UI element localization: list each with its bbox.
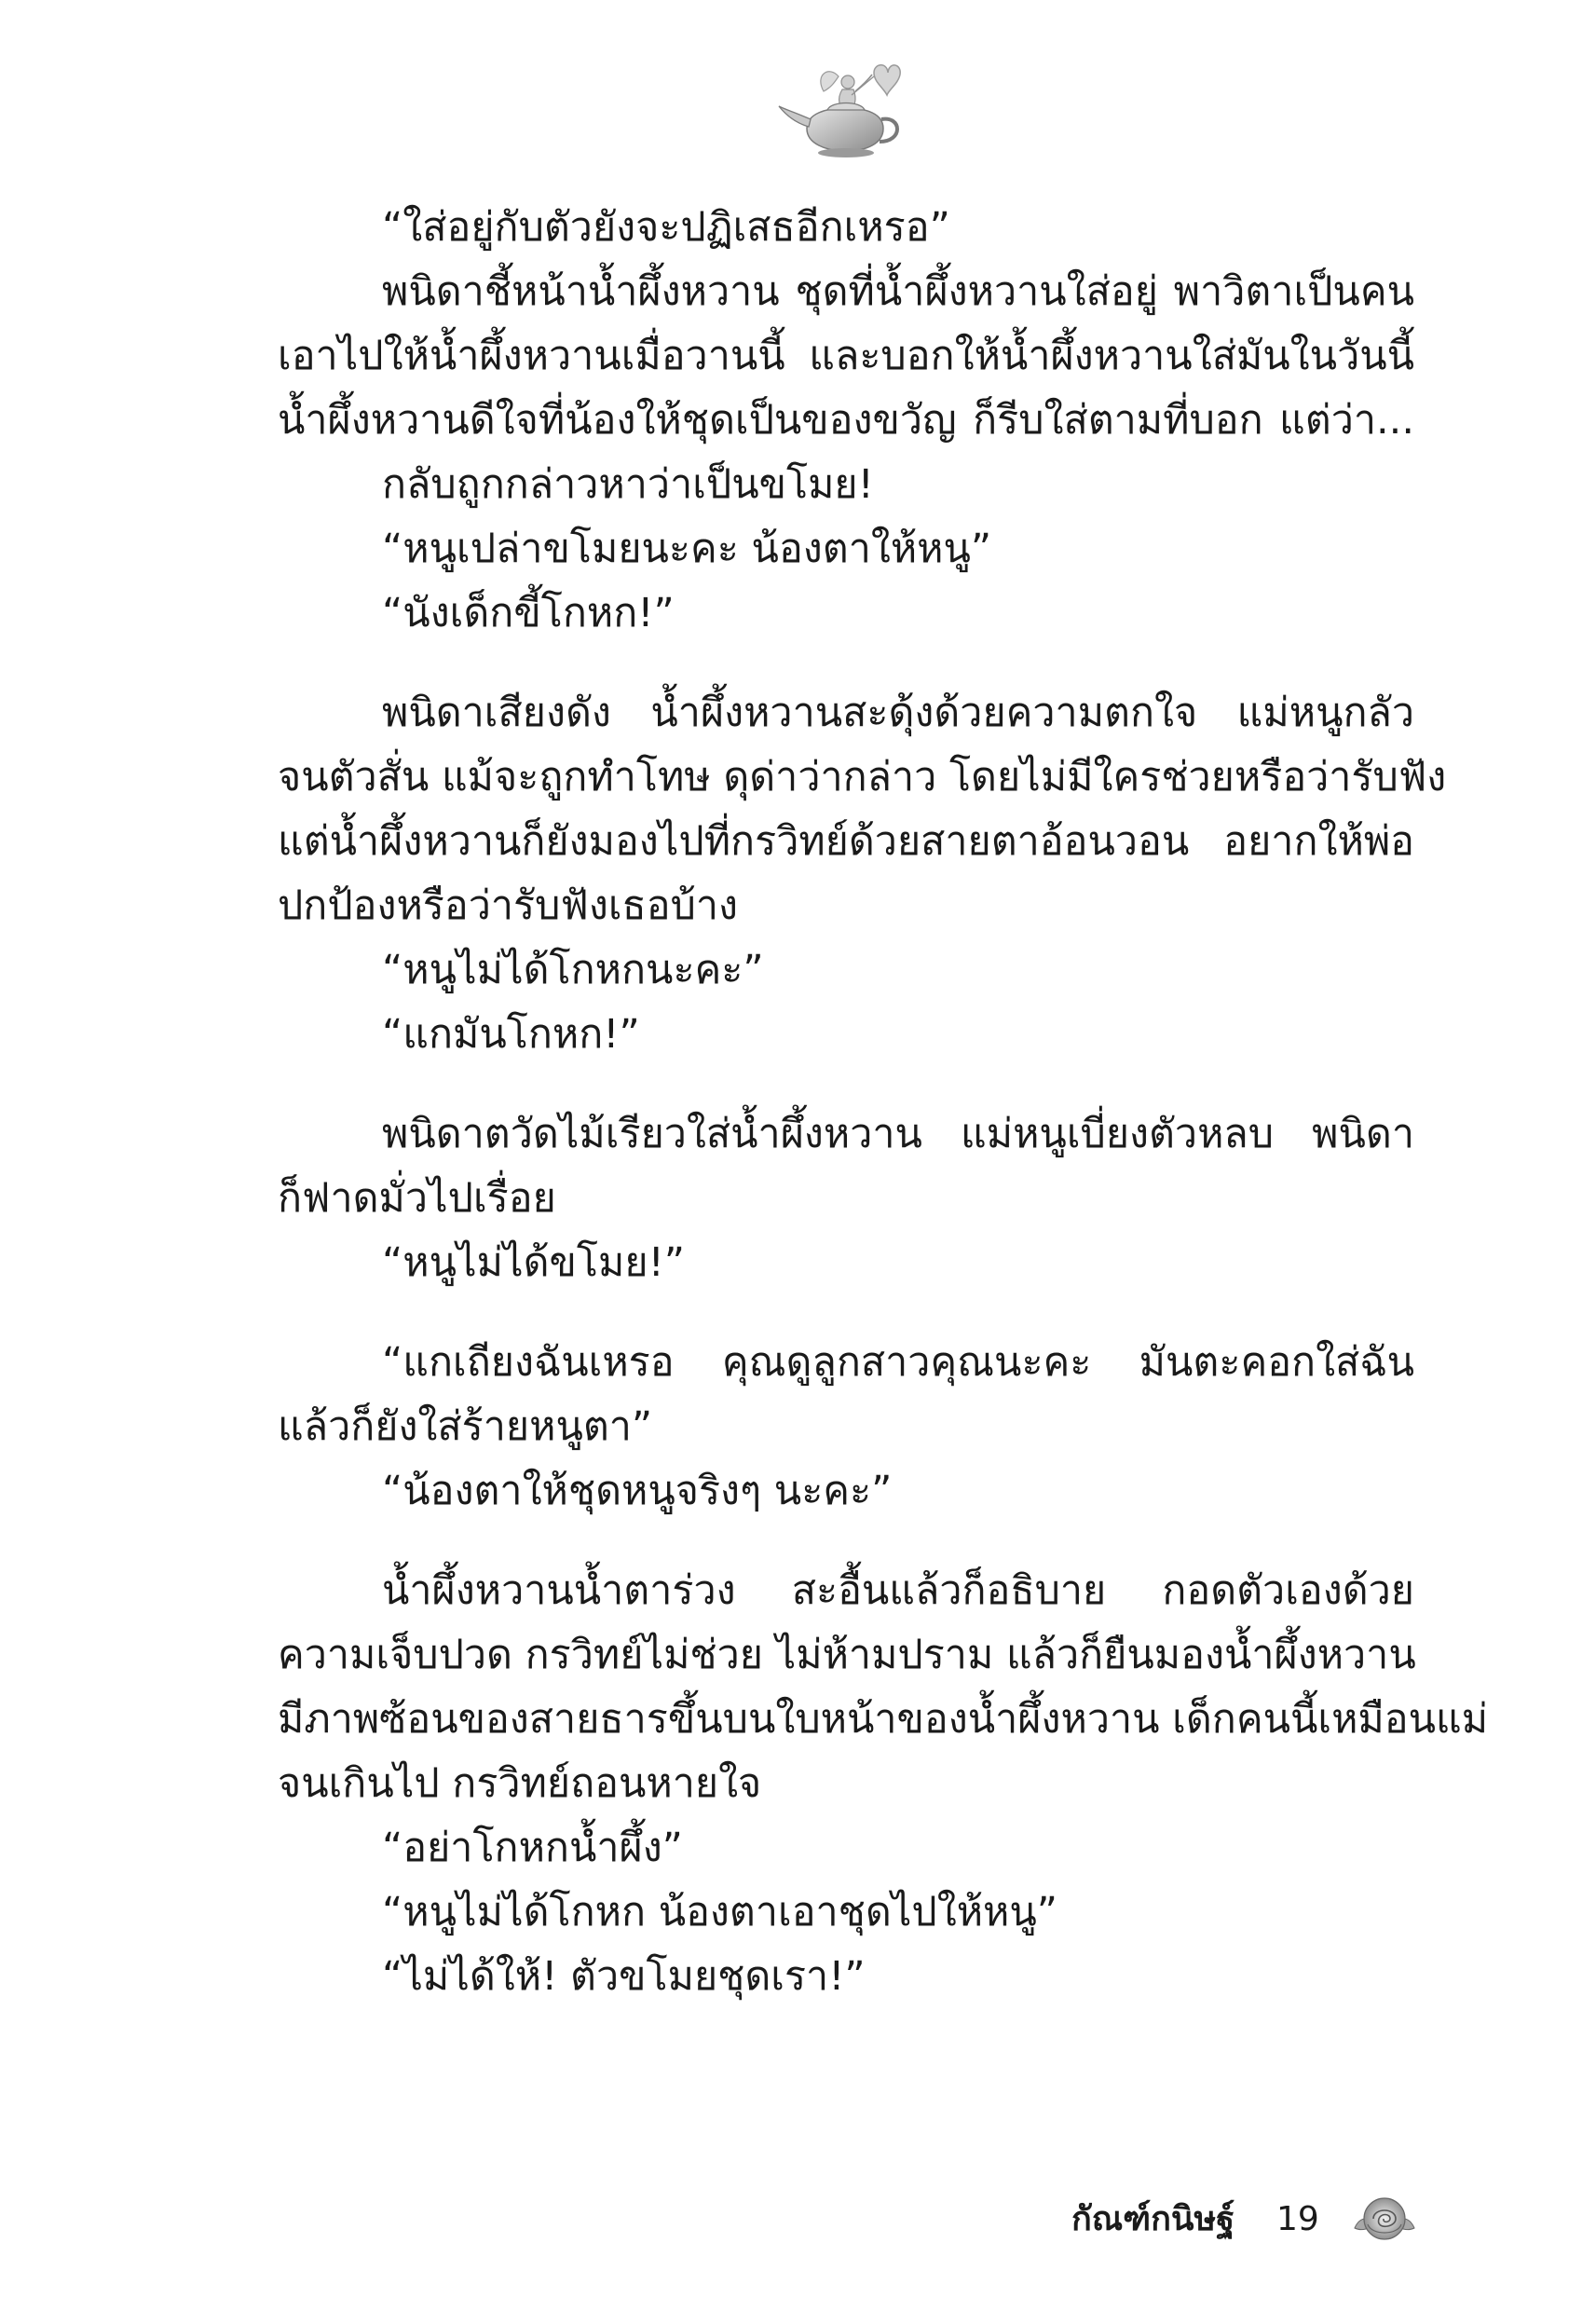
text-line: มีภาพซ้อนของสายธารขึ้นบนใบหน้าของน้ำผึ้งหวาน เด็กคนนี้เหมือนแม่ (278, 1696, 1489, 1743)
text-line: “แกมันโกหก!” (382, 1011, 640, 1058)
text-line: แต่น้ำผึ้งหวานก็ยังมองไปที่กรวิทย์ด้วยสายตาอ้อนวอน อยากให้พ่อ (278, 818, 1414, 865)
text-line: น้ำผึ้งหวานดีใจที่น้องให้ชุดเป็นของขวัญ ก็รีบใส่ตามที่บอก แต่ว่า... (278, 397, 1414, 444)
text-line: พนิดาตวัดไม้เรียวใส่น้ำผึ้งหวาน แม่หนูเบี่ยงตัวหลบ พนิดา (382, 1111, 1414, 1157)
text-line: ก็ฟาดมั่วไปเรื่อย (278, 1175, 556, 1222)
text-line: น้ำผึ้งหวานน้ำตาร่วง สะอื้นแล้วก็อธิบาย กอดตัวเองด้วย (382, 1567, 1414, 1614)
cupid-teapot-ornament-icon (770, 54, 909, 166)
text-line: แล้วก็ยังใส่ร้ายหนูตา” (278, 1403, 653, 1450)
text-line: “อย่าโกหกน้ำผึ้ง” (382, 1825, 683, 1871)
text-line: ความเจ็บปวด กรวิทย์ไม่ช่วย ไม่ห้ามปราม แล้วก็ยืนมองน้ำผึ้งหวาน (278, 1632, 1416, 1678)
page-number: 19 (1276, 2200, 1319, 2238)
rose-icon (1351, 2191, 1418, 2249)
text-line: ปกป้องหรือว่ารับฟังเธอบ้าง (278, 882, 739, 929)
text-line: “น้องตาให้ชุดหนูจริงๆ นะคะ” (382, 1468, 893, 1514)
text-line: พนิดาชี้หน้าน้ำผึ้งหวาน ชุดที่น้ำผึ้งหวานใส่อยู่ พาวิตาเป็นคน (382, 268, 1414, 315)
text-line: “แกเถียงฉันเหรอ คุณดูลูกสาวคุณนะคะ มันตะคอกใส่ฉัน (382, 1339, 1414, 1386)
text-line: “ไม่ได้ให้! ตัวขโมยชุดเรา!” (382, 1953, 866, 2000)
body-text (278, 199, 1489, 2035)
page-footer (1071, 2185, 1425, 2260)
text-line: “หนูไม่ได้โกหก น้องตาเอาชุดไปให้หนู” (382, 1889, 1058, 1935)
text-line: “หนูเปล่าขโมยนะคะ น้องตาให้หนู” (382, 526, 992, 572)
text-line: จนตัวสั่น แม้จะถูกทำโทษ ดุด่าว่ากล่าว โดยไม่มีใครช่วยหรือว่ารับฟัง (278, 754, 1447, 800)
text-line: “หนูไม่ได้โกหกนะคะ” (382, 947, 764, 993)
book-title: กัณฑ์กนิษฐ์ (1071, 2200, 1235, 2238)
text-line: เอาไปให้น้ำผึ้งหวานเมื่อวานนี้ และบอกให้น้ำผึ้งหวานใส่มันในวันนี้ (278, 333, 1414, 379)
text-line: “นังเด็กขี้โกหก!” (382, 590, 675, 636)
text-line: “ใส่อยู่กับตัวยังจะปฏิเสธอีกเหรอ” (382, 204, 950, 251)
text-line: พนิดาเสียงดัง น้ำผึ้งหวานสะดุ้งด้วยความตกใจ แม่หนูกลัว (382, 690, 1414, 736)
text-line: “หนูไม่ได้ขโมย!” (382, 1239, 686, 1286)
text-line: จนเกินไป กรวิทย์ถอนหายใจ (278, 1760, 762, 1807)
text-line: กลับถูกกล่าวหาว่าเป็นขโมย! (382, 461, 874, 508)
